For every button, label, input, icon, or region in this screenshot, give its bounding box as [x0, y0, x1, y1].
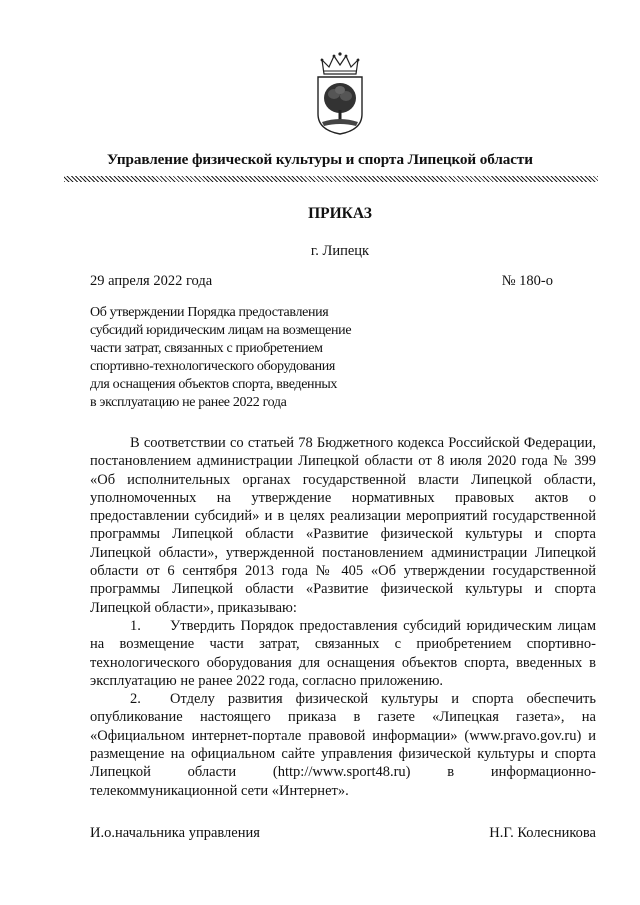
organization-name: Управление физической культуры и спорта Липецкой области: [107, 151, 533, 168]
subject-line: для оснащения объектов спорта, введенных: [90, 377, 338, 392]
subject-line: субсидий юридическим лицам на возмещение: [90, 323, 352, 338]
subject-line: в эксплуатацию не ранее 2022 года: [90, 395, 287, 410]
item-text: Утвердить Порядок предоставления субсидий юридическим лицам на возмещение части затрат, связанных с приобретением спортивно-технологического оборудования для оснащения объектов спорта, введенных в эксплуатацию не ранее 2022 года, согласно приложению.: [90, 617, 596, 689]
signatory-name: Н.Г. Колесникова: [489, 825, 596, 841]
coat-of-arms-icon: [312, 52, 368, 136]
item-number: 2.: [130, 691, 141, 708]
order-item: [90, 617, 596, 690]
subject-line: спортивно-технологического оборудования: [90, 359, 335, 374]
subject-line: Об утверждении Порядка предоставления: [90, 305, 329, 320]
document-number: № 180-о: [501, 273, 553, 289]
document-date: 29 апреля 2022 года: [90, 273, 213, 289]
preamble-paragraph: В соответствии со статьей 78 Бюджетного кодекса Российской Федерации, постановлением администрации Липецкой области от 8 июля 2020 года № 399 «Об исполнительных органах государственной власти Липецкой области, уполномоченных на утверждение нормативных правовых актов о предоставлении субсидий» и в целях реализации мероприятий государственной программы Липецкой области «Развитие физической культуры и спорта Липецкой области», утвержденной постановлением администрации Липецкой области от 6 сентября 2013 года № 405 «Об утверждении государственной программы Липецкой области «Развитие физической культуры и спорта Липецкой области», приказываю:: [90, 435, 596, 616]
item-text: Отделу развития физической культуры и спорта обеспечить опубликование настоящего приказа в газете «Липецкая газета», на «Официальном интернет-портале правовой информации» (www.pravo.gov.ru) и размещение на официальном сайте управления физической культуры и спорта Липецкой области (http://www.sport48.ru) в информационно-телекоммуникационной сети «Интернет».: [90, 691, 596, 799]
item-number: 1.: [130, 617, 141, 634]
document-title: ПРИКАЗ: [308, 205, 372, 222]
document-city: г. Липецк: [310, 243, 370, 259]
document-subject: [90, 304, 410, 412]
order-item: [90, 690, 596, 800]
signatory-position: И.о.начальника управления: [90, 825, 260, 841]
document-body: [90, 434, 596, 800]
subject-line: части затрат, связанных с приобретением: [90, 341, 323, 356]
header-divider: [64, 176, 598, 182]
